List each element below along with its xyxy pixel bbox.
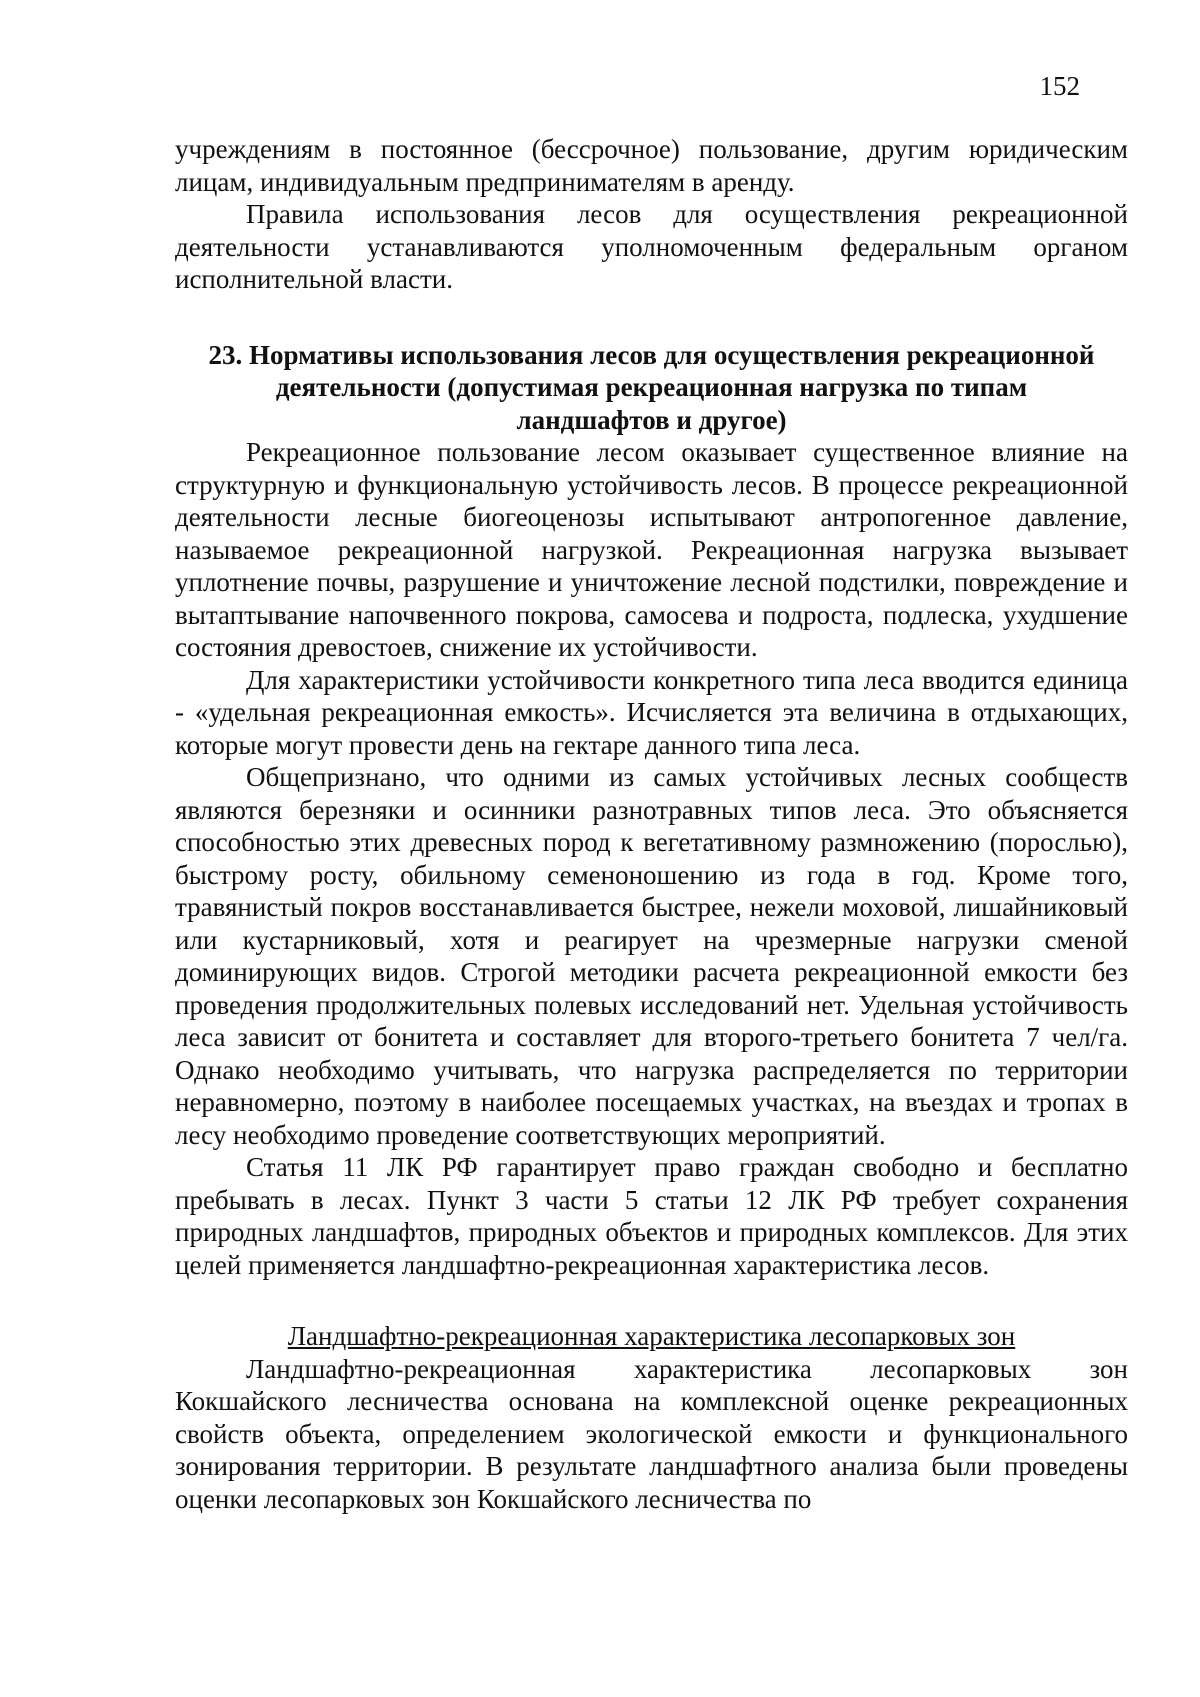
section-paragraph: Для характеристики устойчивости конкретного типа леса вводится единица - «удельная рекреационная емкость». Исчисляется эта величина в отдыхающих, которые могут провести день на гектаре данного типа леса. xyxy=(175,664,1128,760)
section-heading xyxy=(175,339,1128,437)
intro-paragraph-rules: Правила использования лесов для осуществления рекреационной деятельности устанавливаются уполномоченным федеральным органом исполнительной власти. xyxy=(175,199,1128,294)
subsection-heading: Ландшафтно-рекреационная характеристика лесопарковых зон xyxy=(287,1321,1016,1351)
section-paragraph: Статья 11 ЛК РФ гарантирует право граждан свободно и бесплатно пребывать в лесах. Пункт 3 части 5 статьи 12 ЛК РФ требует сохранения природных ландшафтов, природных объектов и природных комплексов. Для этих целей применяется ландшафтно-рекреационная характеристика лесов. xyxy=(175,1152,1128,1280)
page-number: 152 xyxy=(1039,71,1080,101)
section-paragraph: Общепризнано, что одними из самых устойчивых лесных сообществ являются березняки и осинники разнотравных типов леса. Это объясняется способностью этих древесных пород к вегетативному размножению (порослью), быстрому росту, обильному семеноношению из года в год. Кроме того, травянистый покров восстанавливается быстрее, нежели моховой, лишайниковый или кустарниковый, хотя и реагирует на чрезмерные нагрузки сменой доминирующих видов. Строгой методики расчета рекреационной емкости без проведения продолжительных полевых исследований нет. Удельная устойчивость леса зависит от бонитета и составляет для второго-третьего бонитета 7 чел/га. Однако необходимо учитывать, что нагрузка распределяется по территории неравномерно, поэтому в наиболее посещаемых участках, на въездах и тропах в лесу необходимо проведение соответствующих мероприятий. xyxy=(175,762,1128,1150)
section-heading-line: ландшафтов и другое) xyxy=(516,404,787,435)
intro-paragraph: учреждениям в постоянное (бессрочное) пользование, другим юридическим лицам, индивидуальным предпринимателям в аренду. xyxy=(175,134,1128,197)
section-heading-line: 23. Нормативы использования лесов для осуществления рекреационной xyxy=(208,339,1095,370)
subsection-paragraph: Ландшафтно-рекреационная характеристика лесопарковых зон Кокшайского лесничества основана на комплексной оценке рекреационных свойств объекта, определением экологической емкости и функционального зонирования территории. В результате ландшафтного анализа были проведены оценки лесопарковых зон Кокшайского лесничества по xyxy=(175,1353,1128,1514)
section-paragraph: Рекреационное пользование лесом оказывает существенное влияние на структурную и функциональную устойчивость лесов. В процессе рекреационной деятельности лесные биогеоценозы испытывают антропогенное давление, называемое рекреационной нагрузкой. Рекреационная нагрузка вызывает уплотнение почвы, разрушение и уничтожение лесной подстилки, повреждение и вытаптывание напочвенного покрова, самосева и подроста, подлеска, ухудшение состояния древостоев, снижение их устойчивости. xyxy=(175,437,1128,662)
document-body xyxy=(175,133,1128,1515)
section-heading-line: деятельности (допустимая рекреационная нагрузка по типам xyxy=(275,372,1028,402)
